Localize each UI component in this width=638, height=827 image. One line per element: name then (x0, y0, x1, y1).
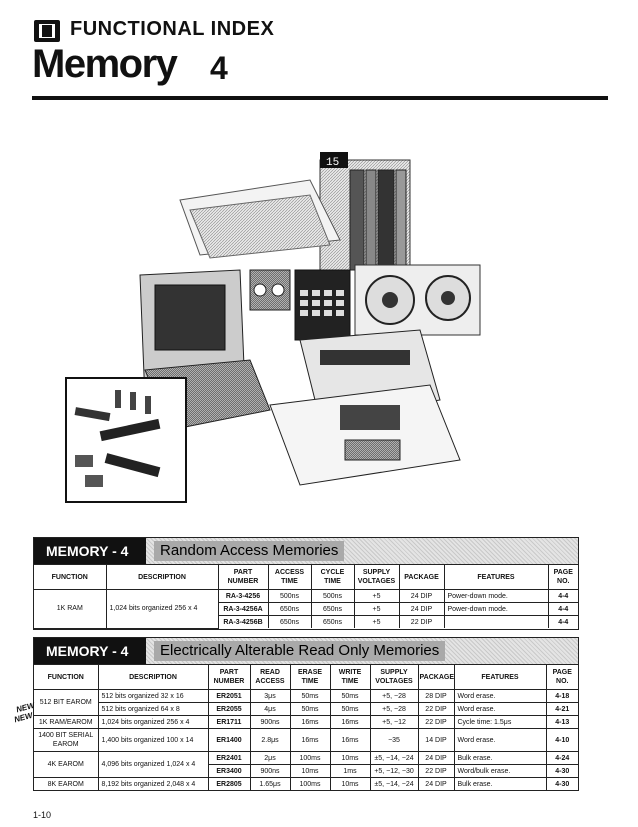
earom-title-box (146, 638, 578, 664)
access-cell: 650ns (268, 616, 311, 629)
read-cell: 900ns (250, 765, 290, 778)
description-cell: 8,192 bits organized 2,048 x 4 (98, 778, 208, 791)
col-package: PACKAGE (399, 565, 444, 590)
ram-section-tag: MEMORY - 4 (34, 538, 146, 564)
col-part-number: PART NUMBER (208, 665, 250, 690)
col-page-no: PAGE NO. (546, 665, 578, 690)
function-cell: 1K RAM (34, 590, 106, 629)
read-cell: 2.8μs (250, 729, 290, 752)
description-cell: 4,096 bits organized 1,024 x 4 (98, 752, 208, 778)
table-row (34, 729, 578, 752)
table-row (34, 590, 578, 603)
col-cycle-time: CYCLE TIME (311, 565, 354, 590)
equipment-illustration (60, 140, 490, 510)
features-cell: Cycle time: 1.5μs (454, 716, 546, 729)
ram-section-title: Random Access Memories (154, 541, 344, 561)
part-number-cell: RA-3-4256 (218, 590, 268, 603)
page-cell: 4-4 (548, 616, 578, 629)
write-cell: 50ms (330, 703, 370, 716)
description-cell: 1,400 bits organized 100 x 14 (98, 729, 208, 752)
part-number-cell: ER1400 (208, 729, 250, 752)
ram-banner (34, 538, 578, 565)
part-number-cell: ER2805 (208, 778, 250, 791)
read-cell: 2μs (250, 752, 290, 765)
new-badge: NEW (15, 700, 36, 715)
read-cell: 3μs (250, 690, 290, 703)
supply-cell: +5, −28 (370, 703, 418, 716)
page-cell: 4-18 (546, 690, 578, 703)
display-readout: 15 (326, 157, 340, 169)
col-erase-time: ERASE TIME (290, 665, 330, 690)
table-row (34, 716, 578, 729)
read-cell: 900ns (250, 716, 290, 729)
erase-cell: 100ms (290, 778, 330, 791)
description-cell: 1,024 bits organized 256 x 4 (98, 716, 208, 729)
package-cell: 24 DIP (399, 590, 444, 603)
page-cell: 4-10 (546, 729, 578, 752)
supply-cell: ±5, −14, −24 (370, 752, 418, 765)
supply-cell: ±5, −14, −24 (370, 778, 418, 791)
earom-banner (34, 638, 578, 665)
supply-cell: +5, −12 (370, 716, 418, 729)
supply-cell: +5 (354, 603, 399, 616)
features-cell: Bulk erase. (454, 752, 546, 765)
cycle-cell: 650ns (311, 603, 354, 616)
tape-reels (355, 265, 480, 335)
earom-header-row (34, 665, 578, 690)
chip-inset-photo (66, 378, 186, 502)
col-features: FEATURES (444, 565, 548, 590)
read-cell: 1.65μs (250, 778, 290, 791)
erase-cell: 50ms (290, 703, 330, 716)
package-cell: 22 DIP (418, 765, 454, 778)
col-supply-voltages: SUPPLY VOLTAGES (354, 565, 399, 590)
access-cell: 650ns (268, 603, 311, 616)
earom-section-tag: MEMORY - 4 (34, 638, 146, 664)
supply-cell: −35 (370, 729, 418, 752)
gi-logo (34, 20, 60, 42)
package-cell: 28 DIP (418, 690, 454, 703)
part-number-cell: ER1711 (208, 716, 250, 729)
earom-section-title: Electrically Alterable Read Only Memories (154, 641, 445, 661)
earom-table (34, 665, 578, 790)
supply-cell: +5 (354, 590, 399, 603)
package-cell: 24 DIP (418, 778, 454, 791)
erase-cell: 10ms (290, 765, 330, 778)
col-supply-voltages: SUPPLY VOLTAGES (370, 665, 418, 690)
earom-section (33, 637, 579, 791)
col-package: PACKAGE (418, 665, 454, 690)
features-cell: Word erase. (454, 729, 546, 752)
erase-cell: 50ms (290, 690, 330, 703)
description-cell: 512 bits organized 32 x 16 (98, 690, 208, 703)
col-function: FUNCTION (34, 665, 98, 690)
col-description: DESCRIPTION (106, 565, 218, 590)
page-cell: 4-30 (546, 778, 578, 791)
table-row (34, 690, 578, 703)
ram-title-box (146, 538, 578, 564)
package-cell: 24 DIP (418, 752, 454, 765)
part-number-cell: ER2055 (208, 703, 250, 716)
features-cell: Word erase. (454, 703, 546, 716)
page-cell: 4-13 (546, 716, 578, 729)
package-cell: 14 DIP (418, 729, 454, 752)
col-features: FEATURES (454, 665, 546, 690)
col-access-time: ACCESS TIME (268, 565, 311, 590)
header-rule (32, 96, 608, 100)
write-cell: 10ms (330, 752, 370, 765)
col-read-access: READ ACCESS (250, 665, 290, 690)
features-cell: Bulk erase. (454, 778, 546, 791)
access-cell: 500ns (268, 590, 311, 603)
supply-cell: +5, −12, −30 (370, 765, 418, 778)
read-cell: 4μs (250, 703, 290, 716)
col-write-time: WRITE TIME (330, 665, 370, 690)
ram-table (34, 565, 578, 629)
supply-cell: +5 (354, 616, 399, 629)
part-number-cell: ER2401 (208, 752, 250, 765)
page-cell: 4-24 (546, 752, 578, 765)
features-cell: Power-down mode. (444, 590, 548, 603)
page-cell: 4-30 (546, 765, 578, 778)
features-cell: Power-down mode. (444, 603, 548, 616)
cycle-cell: 650ns (311, 616, 354, 629)
function-cell: 1K RAM/EAROM (34, 716, 98, 729)
function-cell: 8K EAROM (34, 778, 98, 791)
part-number-cell: ER3400 (208, 765, 250, 778)
bookshelf (320, 152, 410, 270)
features-cell: Word erase. (454, 690, 546, 703)
function-cell: 4K EAROM (34, 752, 98, 778)
page-cell: 4-4 (548, 590, 578, 603)
description-cell: 1,024 bits organized 256 x 4 (106, 590, 218, 629)
part-number-cell: RA-3-4256A (218, 603, 268, 616)
supply-cell: +5, −28 (370, 690, 418, 703)
write-cell: 16ms (330, 716, 370, 729)
package-cell: 22 DIP (418, 703, 454, 716)
features-cell (444, 616, 548, 629)
package-cell: 22 DIP (399, 616, 444, 629)
cycle-cell: 500ns (311, 590, 354, 603)
write-cell: 16ms (330, 729, 370, 752)
write-cell: 10ms (330, 778, 370, 791)
new-badge: NEW (13, 710, 34, 725)
part-number-cell: ER2051 (208, 690, 250, 703)
col-part-number: PART NUMBER (218, 565, 268, 590)
function-cell: 512 BIT EAROM (34, 690, 98, 716)
part-number-cell: RA-3-4256B (218, 616, 268, 629)
erase-cell: 100ms (290, 752, 330, 765)
page-cell: 4-21 (546, 703, 578, 716)
table-row (34, 778, 578, 791)
function-cell: 1400 BIT SERIAL EAROM (34, 729, 98, 752)
ram-header-row (34, 565, 578, 590)
package-cell: 22 DIP (418, 716, 454, 729)
col-function: FUNCTION (34, 565, 106, 590)
erase-cell: 16ms (290, 729, 330, 752)
write-cell: 1ms (330, 765, 370, 778)
write-cell: 50ms (330, 690, 370, 703)
table-row (34, 703, 578, 716)
page-number: 1-10 (33, 810, 52, 820)
description-cell: 512 bits organized 64 x 8 (98, 703, 208, 716)
console-desk (270, 330, 460, 485)
page-cell: 4-4 (548, 603, 578, 616)
erase-cell: 16ms (290, 716, 330, 729)
ram-section (33, 537, 579, 630)
features-cell: Word/bulk erase. (454, 765, 546, 778)
page-title: Memory (32, 42, 177, 86)
col-description: DESCRIPTION (98, 665, 208, 690)
table-row (34, 752, 578, 765)
col-page-no: PAGE NO. (548, 565, 578, 590)
package-cell: 24 DIP (399, 603, 444, 616)
section-label: FUNCTIONAL INDEX (70, 18, 275, 40)
section-number: 4 (210, 50, 228, 86)
